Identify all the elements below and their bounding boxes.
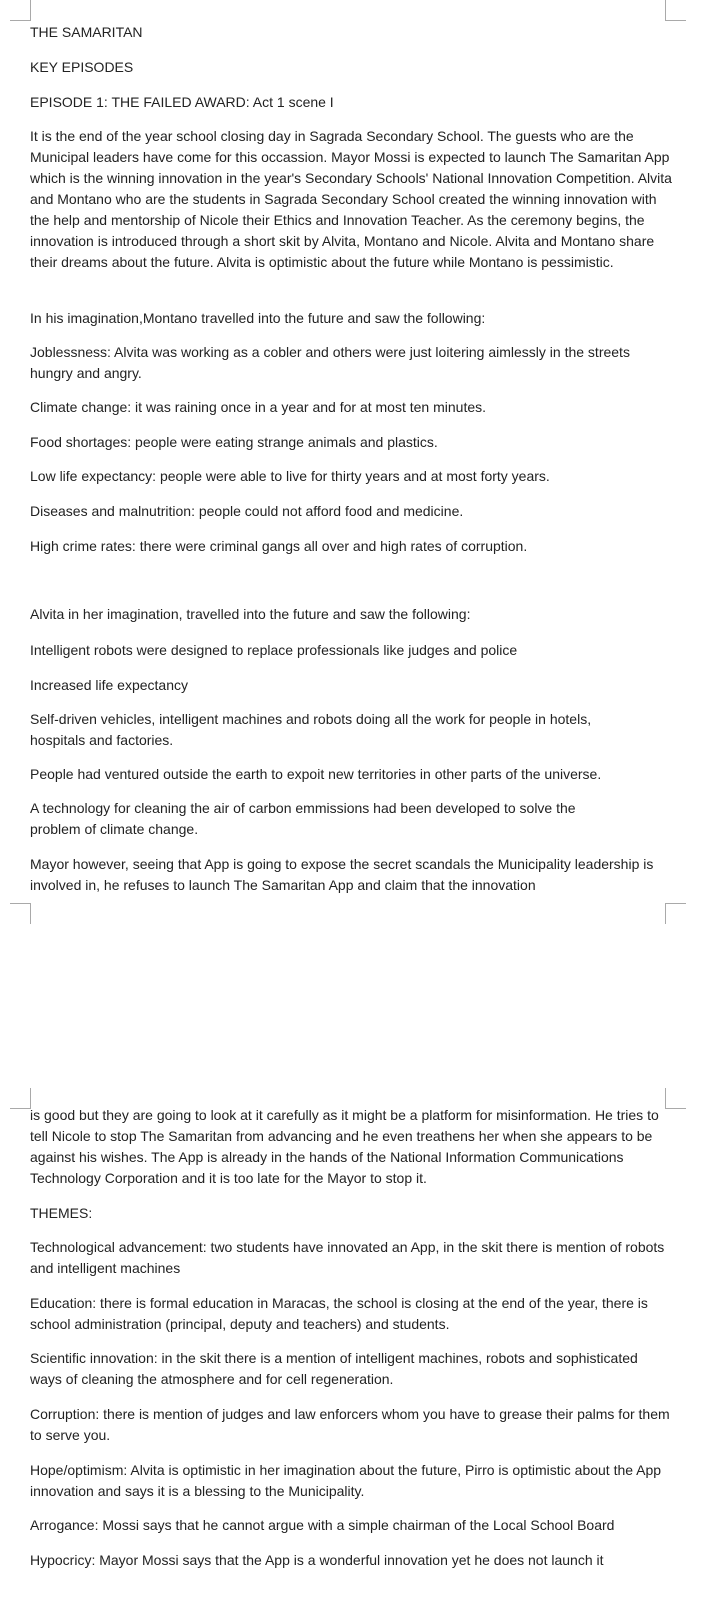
list-item: Intelligent robots were designed to replace professionals like judges and police [30, 642, 518, 658]
theme-item: Hypocricy: Mayor Mossi says that the App is a wonderful innovation yet he does not launch it [30, 1552, 604, 1568]
list-item: Self-driven vehicles, intelligent machines and robots doing all the work for people in hotels, hospitals and factories. [30, 711, 592, 748]
episode-summary-paragraph: It is the end of the year school closing day in Sagrada Secondary School. The guests who are the Municipal leaders have come for this occassion. Mayor Mossi is expected to launch The Samaritan App which is the winning innovation in the year's Secondary Schools' National Innovation Competition. Alvita and Montano who are the students in Sagrada Secondary School created the winning innovation with the help and mentorship of Nicole their Ethics and Innovation Teacher. As the ceremony begins, the innovation is introduced through a short skit by Alvita, Montano and Nicole. Alvita and Montano share their dreams about the future. Alvita is optimistic about the future while Montano is pessimistic. [30, 128, 672, 270]
document-page-2 [0, 1080, 720, 1600]
corner-mark-top-left [10, 0, 31, 21]
corner-mark-bottom-right [665, 903, 686, 924]
list-item: Food shortages: people were eating strange animals and plastics. [30, 434, 438, 450]
corner-mark-top-left [10, 1088, 31, 1109]
theme-item: Education: there is formal education in Maracas, the school is closing at the end of the year, there is school administration (principal, deputy and teachers) and students. [30, 1295, 648, 1332]
paragraph: is good but they are going to look at it carefully as it might be a platform for misinformation. He tries to tell Nicole to stop The Samaritan from advancing and he even treathens her when she appears to be against his wishes. The App is already in the hands of the National Information Communications Technology Corporation and it is too late for the Mayor to stop it. [30, 1107, 659, 1186]
list-item: Climate change: it was raining once in a year and for at most ten minutes. [30, 399, 487, 415]
document-title: THE SAMARITAN [30, 24, 143, 40]
episode-heading: EPISODE 1: THE FAILED AWARD: Act 1 scene I [30, 94, 334, 110]
paragraph: Alvita in her imagination, travelled into the future and saw the following: [30, 606, 471, 622]
page-gap [0, 930, 720, 1080]
corner-mark-top-right [665, 0, 686, 21]
section-heading: KEY EPISODES [30, 59, 134, 75]
list-item: Diseases and malnutrition: people could not afford food and medicine. [30, 503, 464, 519]
list-item: Increased life expectancy [30, 677, 188, 693]
theme-item: Technological advancement: two students have innovated an App, in the skit there is mention of robots and intelligent machines [30, 1239, 665, 1276]
list-item: People had ventured outside the earth to expoit new territories in other parts of the universe. [30, 766, 602, 782]
theme-item: Scientific innovation: in the skit there is a mention of intelligent machines, robots and sophisticated ways of cleaning the atmosphere and for cell regeneration. [30, 1350, 638, 1387]
theme-item: Hope/optimism: Alvita is optimistic in her imagination about the future, Pirro is optimistic about the App innovation and says it is a blessing to the Municipality. [30, 1462, 662, 1499]
paragraph: Mayor however, seeing that App is going to expose the secret scandals the Municipality leadership is involved in, he refuses to launch The Samaritan App and claim that the innovation [30, 856, 654, 893]
theme-item: Corruption: there is mention of judges and law enforcers whom you have to grease their palms for them to serve you. [30, 1406, 670, 1443]
section-heading: THEMES: [30, 1205, 93, 1221]
corner-mark-bottom-left [10, 903, 31, 924]
theme-item: Arrogance: Mossi says that he cannot argue with a simple chairman of the Local School Board [30, 1517, 615, 1533]
list-item: Joblessness: Alvita was working as a cobler and others were just loitering aimlessly in the streets hungry and angry. [30, 344, 630, 381]
paragraph: In his imagination,Montano travelled into the future and saw the following: [30, 310, 486, 326]
list-item: A technology for cleaning the air of carbon emmissions had been developed to solve the problem of climate change. [30, 800, 576, 837]
list-item: Low life expectancy: people were able to live for thirty years and at most forty years. [30, 468, 550, 484]
list-item: High crime rates: there were criminal gangs all over and high rates of corruption. [30, 538, 528, 554]
